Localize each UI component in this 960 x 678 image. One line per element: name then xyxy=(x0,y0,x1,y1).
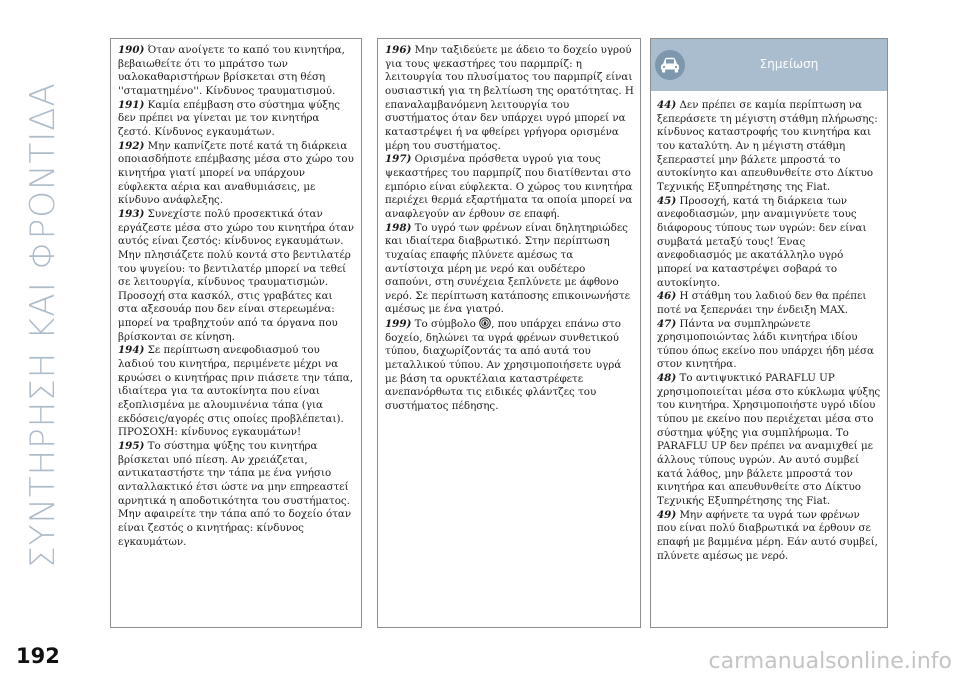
paragraph-text: Το αντιψυκτικό PARAFLU UP χρησιμοποιείται μέσα στο κύκλωμα ψύξης του κινητήρα. Χρησιμοποιήστε υγρό ιδίου τύπου με εκείνο που περιέχεται μέσα στο σύστημα ψύξης για συμπλήρωμα. Το PARAFLU UP δεν πρέπει να αναμιχθεί με άλλους τύπους υγρών. Αν αυτό συμβεί κατά λάθος, μην βάλετε μπροστά τον κινητήρα και απευθυνθείτε στο Δίκτυο Τεχνικής Εξυπηρέτησης της Fiat. xyxy=(657,372,881,508)
paragraph-number: 195) xyxy=(118,440,145,453)
warning-paragraph-190 xyxy=(118,44,355,99)
section-side-title-text: ΣΥΝΤΗΡΗΣΗ ΚΑΙ ΦΡΟΝΤΙΔΑ xyxy=(23,82,64,568)
warnings-column-middle xyxy=(377,38,641,628)
paragraph-text: Το σύμβολο xyxy=(411,318,480,331)
paragraph-number: 47) xyxy=(657,317,677,330)
warning-paragraph-192 xyxy=(118,140,355,208)
note-paragraph-45 xyxy=(657,195,881,291)
paragraph-text: Δεν πρέπει σε καμία περίπτωση να ξεπεράσετε τη μέγιστη στάθμη πλήρωσης: κίνδυνος καταστροφής του κινητήρα και του καταλύτη. Αν η μέγιστη στάθμη ξεπεραστεί μην βάλετε μπροστά το αυτοκίνητο και απευθυνθείτε στο Δίκτυο Τεχνικής Εξυπηρέτησης της Fiat. xyxy=(657,99,878,193)
paragraph-number: 196) xyxy=(385,44,412,56)
note-paragraph-48 xyxy=(657,372,881,509)
paragraph-text: Καμία επέμβαση στο σύστημα ψύξης δεν πρέπει να γίνεται με τον κινητήρα ζεστό. Κίνδυνος εγκαυμάτων. xyxy=(118,98,340,138)
warning-paragraph-199 xyxy=(385,317,634,414)
car-warning-icon xyxy=(655,50,685,80)
paragraph-text: Μην καπνίζετε ποτέ κατά τη διάρκεια οποιασδήποτε επέμβασης μέσα στο χώρο του κινητήρα γιατί μπορεί να υπάρχουν εύφλεκτα αέρια και αναθυμιάσεις, με κίνδυνο ανάφλεξης. xyxy=(118,139,354,207)
warning-paragraph-198 xyxy=(385,222,634,318)
paragraph-text: , που υπάρχει επάνω στο δοχείο, δηλώνει τα υγρά φρένων συνθετικού τύπου, διαχωρίζοντάς τα από αυτά του μεταλλικού τύπου. Αν χρησιμοποιήσετε υγρά με βάση τα ορυκτέλαια καταστρέφετε ανεπανόρθωτα τις ειδικές φλάντζες του συστήματος πέδησης. xyxy=(385,318,622,413)
paragraph-text: Μην ταξιδεύετε με άδειο το δοχείο υγρού για τους ψεκαστήρες του παρμπρίζ: η λειτουργία του πλυσίματος του παρμπρίζ είναι ουσιαστική για τη βελτίωση της ορατότητας. Η επαναλαμβανόμενη λειτουργία του συστήματος όταν δεν υπάρχει υγρό μπορεί να καταστρέψει ή να φθείρει γρήγορα ορισμένα μέρη του συστήματος. xyxy=(385,44,634,152)
warning-paragraph-193 xyxy=(118,208,355,345)
paragraph-text: Μην αφήνετε τα υγρά των φρένων που είναι πολύ διαβρωτικά να έρθουν σε επαφή με βαμμένα μέρη. Εάν αυτό συμβεί, πλύνετε αμέσως με νερό. xyxy=(657,508,878,562)
paragraph-number: 191) xyxy=(118,98,145,111)
paragraph-number: 192) xyxy=(118,139,145,152)
page-number: 192 xyxy=(16,644,60,668)
paragraph-number: 193) xyxy=(118,207,145,220)
warning-paragraph-197 xyxy=(385,153,634,221)
note-title: Σημείωση xyxy=(759,57,819,71)
warning-paragraph-196 xyxy=(385,44,634,153)
paragraph-number: 198) xyxy=(385,221,412,234)
paragraph-text: Ορισμένα πρόσθετα υγρού για τους ψεκαστήρες του παρμπρίζ που διατίθενται στο εμπόριο είναι εύφλεκτα. Ο χώρος του κινητήρα περιέχει θερμά εξαρτήματα τα οποία μπορεί να αναφλεγούν αν έρθουν σε επαφή. xyxy=(385,153,633,220)
paragraph-number: 199) xyxy=(385,318,412,331)
note-paragraph-49 xyxy=(657,509,881,564)
section-side-title xyxy=(14,20,72,630)
paragraph-number: 49) xyxy=(657,508,677,521)
warnings-column-left xyxy=(110,38,362,628)
paragraph-text: Συνεχίστε πολύ προσεκτικά όταν εργάζεστε μέσα στο χώρο του κινητήρα όταν αυτός είναι ζεστός: κίνδυνος εγκαυμάτων. Μην πλησιάζετε πολύ κοντά στο βεντιλατέρ του ψυγείου: το βεντιλατέρ μπορεί να τεθεί σε λειτουργία, κίνδυνος τραυματισμών. Προσοχή στα κασκόλ, στις γραβάτες και στα αξεσουάρ που δεν είναι στερεωμένα: μπορεί να τραβηχτούν από τα όργανα που βρίσκονται σε κίνηση. xyxy=(118,207,354,343)
watermark: carmanualsonline.info xyxy=(708,649,952,674)
note-box xyxy=(650,38,888,628)
paragraph-number: 46) xyxy=(657,290,677,303)
warning-paragraph-194 xyxy=(118,344,355,440)
paragraph-number: 197) xyxy=(385,153,412,166)
note-header xyxy=(651,39,887,91)
paragraph-number: 48) xyxy=(657,372,677,385)
warning-paragraph-191 xyxy=(118,99,355,140)
brake-fluid-symbol-icon xyxy=(479,317,491,329)
paragraph-text: Σε περίπτωση ανεφοδιασμού του λαδιού του κινητήρα, περιμένετε μέχρι να κρυώσει ο κινητήρας πριν πιάσετε την τάπα, ιδιαίτερα για τα αυτοκίνητα που είναι εξοπλισμένα με αλουμινένια τάπα (για εκδόσεις/αγορές στις οποίες προβλέπεται). ΠΡΟΣΟΧΗ: κίνδυνος εγκαυμάτων! xyxy=(118,344,353,439)
paragraph-text: Πάντα να συμπληρώνετε χρησιμοποιώντας λάδι κινητήρα ιδίου τύπου όπως εκείνο που υπάρχει ήδη μέσα στον κινητήρα. xyxy=(657,317,874,371)
note-body xyxy=(651,91,887,563)
paragraph-number: 194) xyxy=(118,344,145,357)
paragraph-text: Το σύστημα ψύξης του κινητήρα βρίσκεται υπό πίεση. Αν χρειάζεται, αντικαταστήστε την τάπα με ένα γνήσιο ανταλλακτικό έτσι ώστε να μην επηρεαστεί αρνητικά η αποδοτικότητα του συστήματος. Μην αφαιρείτε την τάπα από το δοχείο όταν είναι ζεστός ο κινητήρας: κίνδυνος εγκαυμάτων. xyxy=(118,440,352,548)
paragraph-text: Όταν ανοίγετε το καπό του κινητήρα, βεβαιωθείτε ότι το μπράτσο των υαλοκαθαριστήρων βρίσκεται στη θέση ''σταματημένο''. Κίνδυνος τραυματισμού. xyxy=(118,44,345,97)
paragraph-number: 45) xyxy=(657,194,677,207)
note-paragraph-47 xyxy=(657,318,881,373)
note-paragraph-46 xyxy=(657,290,881,317)
warning-paragraph-195 xyxy=(118,440,355,549)
paragraph-text: Η στάθμη του λαδιού δεν θα πρέπει ποτέ να ξεπερνάει την ένδειξη MAX. xyxy=(657,290,867,316)
paragraph-number: 190) xyxy=(118,44,145,56)
note-paragraph-44 xyxy=(657,99,881,195)
paragraph-text: Προσοχή, κατά τη διάρκεια των ανεφοδιασμών, μην αναμιγνύετε τους διάφορους τύπους των υγρών: δεν είναι συμβατά μεταξύ τους! Ένας ανεφοδιασμός με ακατάλληλο υγρό μπορεί να καταστρέψει σοβαρά το αυτοκίνητο. xyxy=(657,194,867,289)
paragraph-text: Το υγρό των φρένων είναι δηλητηριώδες και ιδιαίτερα διαβρωτικό. Στην περίπτωση τυχαίας επαφής πλύνετε αμέσως τα αντίστοιχα μέρη με νερό και ουδέτερο σαπούνι, στη συνέχεια ξεπλύνετε με άφθονο νερό. Σε περίπτωση κατάποσης επικοινωνήστε αμέσως με ένα γιατρό. xyxy=(385,221,631,316)
paragraph-number: 44) xyxy=(657,99,677,111)
